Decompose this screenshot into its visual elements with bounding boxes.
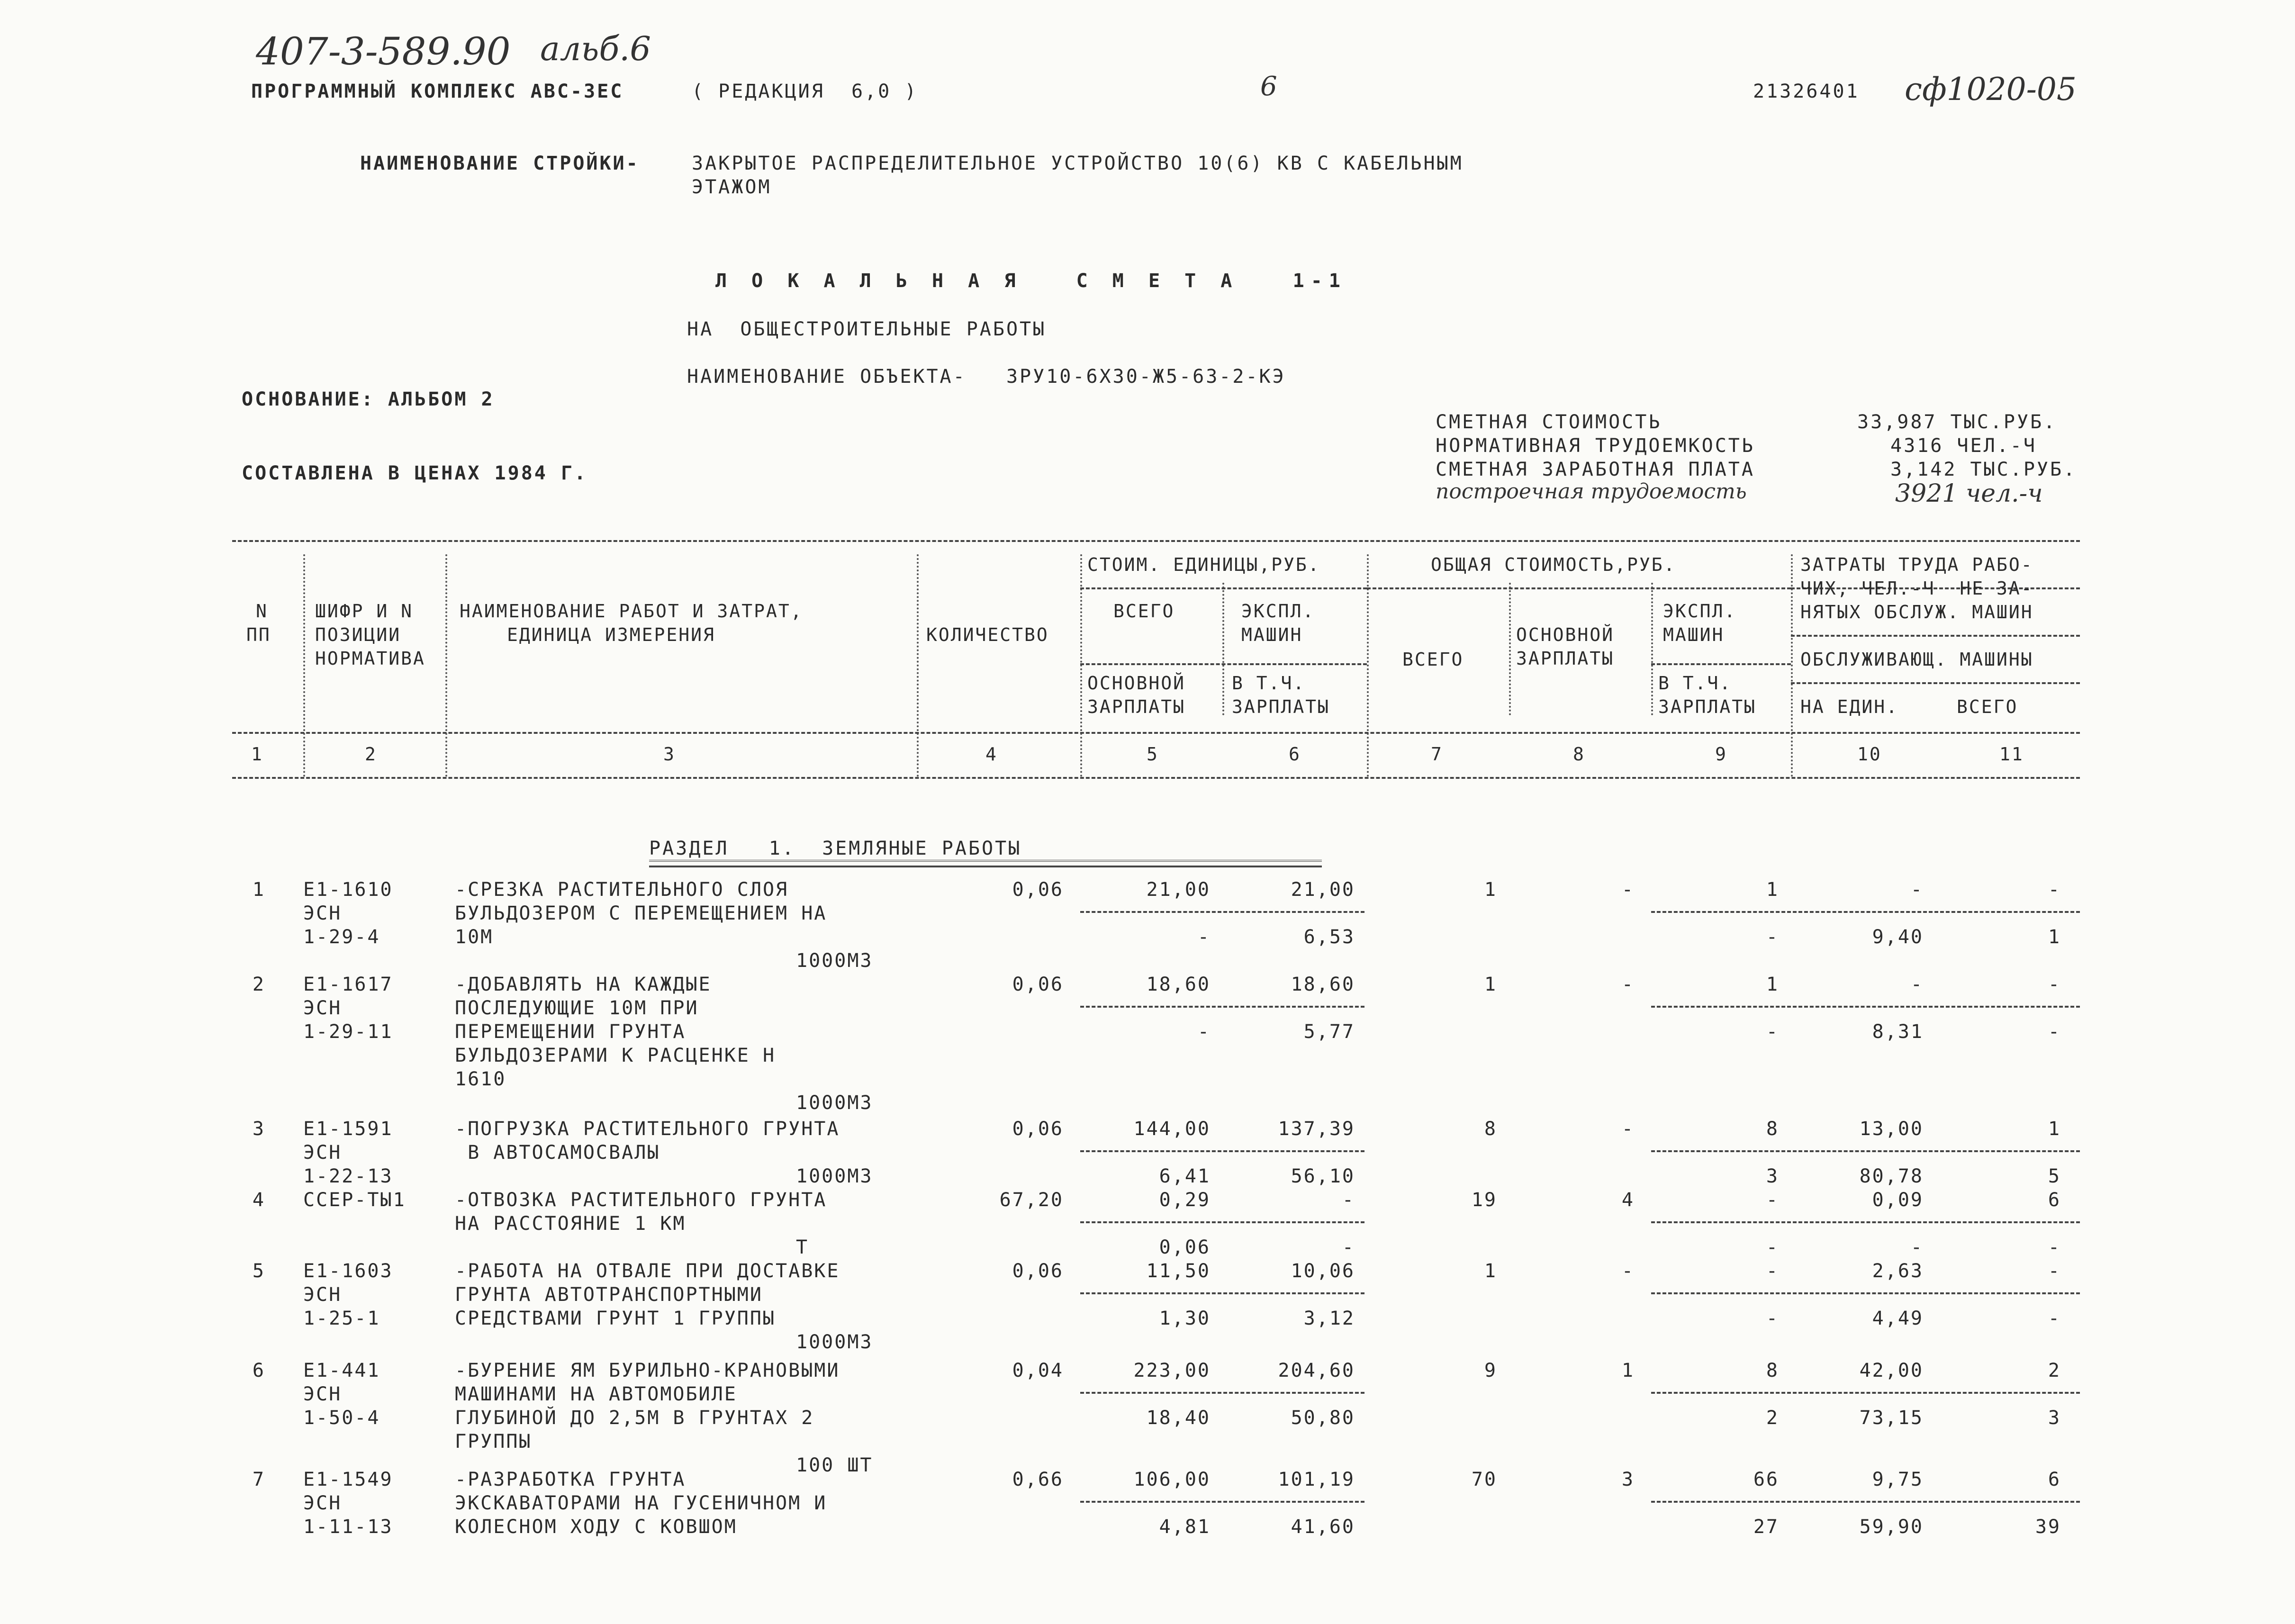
col-labor-serv: ОБСЛУЖИВАЮЩ. МАШИНЫ	[1800, 649, 2033, 670]
col-labor-unit: НА ЕДИН.	[1800, 696, 1899, 717]
col-total-wage: ЗАРПЛАТЫ	[1516, 648, 1615, 669]
summary-value: 33,987 ТЫС.РУБ.	[1857, 411, 2057, 433]
header-inner-rule	[1080, 587, 1367, 589]
subtotal-rule	[1651, 1221, 2080, 1223]
row-qty: 0,04	[1012, 1360, 1064, 1381]
col-labor: ЧИХ, ЧЕЛ.-Ч НЕ ЗА-	[1800, 578, 2033, 599]
handwritten-doc-id: 407-3-589.90	[256, 29, 511, 73]
row-total-all: 70	[1471, 1469, 1497, 1490]
row-total-mwage: -	[1766, 1308, 1779, 1329]
col-number: 6	[1289, 744, 1301, 765]
row-total-wage: 3	[1621, 1469, 1635, 1490]
row-code: ЭСН	[303, 1383, 342, 1405]
row-total-all: 1	[1484, 1260, 1497, 1282]
handwritten-labor-value: 3921 чел.-ч	[1895, 479, 2043, 508]
row-serv-total: 1	[2048, 926, 2061, 948]
col-labor: НЯТЫХ ОБСЛУЖ. МАШИН	[1800, 602, 2033, 623]
row-name: -РАБОТА НА ОТВАЛЕ ПРИ ДОСТАВКЕ	[455, 1260, 840, 1282]
row-code: Е1-441	[303, 1360, 380, 1381]
row-unit-mwage: 6,53	[1303, 926, 1355, 948]
col-divider	[917, 554, 919, 777]
row-total-mach: 66	[1753, 1469, 1779, 1490]
col-divider	[1509, 583, 1511, 715]
row-code: 1-29-11	[303, 1021, 393, 1043]
row-total-wage: -	[1621, 1260, 1635, 1282]
col-number: 2	[365, 744, 377, 765]
row-number: 1	[252, 879, 265, 901]
row-code: 1-29-4	[303, 926, 380, 948]
row-number: 7	[252, 1469, 265, 1490]
row-labor-total: 6	[2048, 1189, 2061, 1211]
handwritten-labor-label: построечная трудоемость	[1436, 479, 1747, 504]
subtotal-rule	[1080, 1150, 1364, 1152]
col-code: ШИФР И N	[315, 601, 414, 622]
col-total-mwage: ЗАРПЛАТЫ	[1658, 696, 1757, 717]
row-unit-total: 18,60	[1146, 974, 1211, 995]
col-labor: ЗАТРАТЫ ТРУДА РАБО-	[1800, 554, 2033, 575]
row-total-wage: -	[1621, 879, 1635, 901]
col-number: 4	[985, 744, 998, 765]
col-number: 9	[1715, 744, 1727, 765]
row-qty: 67,20	[999, 1189, 1064, 1211]
row-unit: 1000М3	[796, 1331, 873, 1353]
row-unit: Т	[796, 1236, 809, 1258]
row-name: ПЕРЕМЕЩЕНИИ ГРУНТА	[455, 1021, 686, 1043]
row-labor-unit: -	[1910, 879, 1924, 901]
row-unit-wage: -	[1197, 926, 1211, 948]
row-code: ЭСН	[303, 1492, 342, 1514]
row-name: 10М	[455, 926, 494, 948]
row-number: 2	[252, 974, 265, 995]
row-serv-total: 39	[2035, 1516, 2061, 1538]
subtotal-rule	[1080, 1392, 1364, 1394]
estimate-title: Л О К А Л Ь Н А Я С М Е Т А 1-1	[715, 270, 1347, 292]
row-name: -СРЕЗКА РАСТИТЕЛЬНОГО СЛОЯ	[455, 879, 789, 901]
row-total-all: 1	[1484, 974, 1497, 995]
project-name-line2: ЭТАЖОМ	[692, 176, 772, 198]
row-total-wage: -	[1621, 974, 1635, 995]
row-total-mwage: 3	[1766, 1165, 1779, 1187]
col-number: 3	[663, 744, 676, 765]
row-total-all: 19	[1471, 1189, 1497, 1211]
header-bottom-rule	[232, 732, 2080, 734]
header-inner-rule	[1080, 663, 1367, 665]
row-serv-total: -	[2048, 1308, 2061, 1329]
row-name: ГРУНТА АВТОТРАНСПОРТНЫМИ	[455, 1284, 763, 1306]
basis: ОСНОВАНИЕ: АЛЬБОМ 2	[242, 388, 495, 410]
row-labor-total: -	[2048, 974, 2061, 995]
row-name: -РАЗРАБОТКА ГРУНТА	[455, 1469, 686, 1490]
row-serv-total: 3	[2048, 1407, 2061, 1429]
row-code: Е1-1549	[303, 1469, 393, 1490]
row-serv-unit: 4,49	[1872, 1308, 1924, 1329]
row-labor-unit: 42,00	[1859, 1360, 1924, 1381]
row-code: ЭСН	[303, 997, 342, 1019]
row-serv-unit: 80,78	[1859, 1165, 1924, 1187]
row-name: В АВТОСАМОСВАЛЫ	[455, 1142, 660, 1164]
row-number: 4	[252, 1189, 265, 1211]
col-number: 1	[251, 744, 263, 765]
col-number: 10	[1857, 744, 1882, 765]
row-unit-mwage: -	[1342, 1236, 1355, 1258]
row-unit-wage: 18,40	[1146, 1407, 1211, 1429]
row-code: Е1-1591	[303, 1118, 393, 1140]
col-divider	[445, 554, 447, 777]
section-title: РАЗДЕЛ 1. ЗЕМЛЯНЫЕ РАБОТЫ	[649, 838, 1022, 859]
col-total-mwage: В Т.Ч.	[1658, 673, 1732, 694]
row-serv-unit: 9,40	[1872, 926, 1924, 948]
estimate-subtitle: НА ОБЩЕСТРОИТЕЛЬНЫЕ РАБОТЫ	[687, 318, 1047, 340]
subtotal-rule	[1651, 911, 2080, 913]
row-code: Е1-1603	[303, 1260, 393, 1282]
col-total-cost: ОБЩАЯ СТОИМОСТЬ,РУБ.	[1431, 554, 1676, 575]
col-number: 8	[1573, 744, 1585, 765]
header-inner-rule	[1791, 635, 2080, 637]
row-total-all: 9	[1484, 1360, 1497, 1381]
col-code: ПОЗИЦИИ	[315, 624, 401, 645]
row-name: -ПОГРУЗКА РАСТИТЕЛЬНОГО ГРУНТА	[455, 1118, 840, 1140]
row-unit-mach: 10,06	[1291, 1260, 1355, 1282]
row-total-wage: -	[1621, 1118, 1635, 1140]
row-name: НА РАССТОЯНИЕ 1 КМ	[455, 1213, 686, 1235]
row-unit-wage: -	[1197, 1021, 1211, 1043]
row-labor-total: -	[2048, 1260, 2061, 1282]
row-unit-wage: 4,81	[1159, 1516, 1211, 1538]
col-total-mach: МАШИН	[1663, 624, 1725, 645]
row-unit-mach: 137,39	[1278, 1118, 1355, 1140]
subtotal-rule	[1651, 1501, 2080, 1503]
col-code: НОРМАТИВА	[315, 648, 425, 669]
row-total-mach: -	[1766, 1189, 1779, 1211]
row-qty: 0,06	[1012, 879, 1064, 901]
row-unit-total: 223,00	[1133, 1360, 1211, 1381]
row-unit-mach: 204,60	[1278, 1360, 1355, 1381]
row-unit-wage: 0,06	[1159, 1236, 1211, 1258]
subtotal-rule	[1651, 1392, 2080, 1394]
summary-label: СМЕТНАЯ СТОИМОСТЬ	[1436, 411, 1662, 433]
row-qty: 0,66	[1012, 1469, 1064, 1490]
row-labor-total: 1	[2048, 1118, 2061, 1140]
col-unit-mwage: ЗАРПЛАТЫ	[1232, 696, 1330, 717]
program-edition: ( РЕДАКЦИЯ 6,0 )	[692, 81, 918, 102]
header-inner-rule	[1651, 663, 1791, 665]
row-serv-total: -	[2048, 1236, 2061, 1258]
row-labor-unit: -	[1910, 974, 1924, 995]
subtotal-rule	[1080, 911, 1364, 913]
row-unit: 100 ШТ	[796, 1454, 873, 1476]
row-qty: 0,06	[1012, 1118, 1064, 1140]
row-total-mwage: 2	[1766, 1407, 1779, 1429]
row-total-mwage: 27	[1753, 1516, 1779, 1538]
row-unit-total: 106,00	[1133, 1469, 1211, 1490]
row-total-mach: 1	[1766, 879, 1779, 901]
row-code: ЭСН	[303, 902, 342, 924]
row-serv-unit: -	[1910, 1236, 1924, 1258]
row-total-mach: 1	[1766, 974, 1779, 995]
row-total-mwage: -	[1766, 926, 1779, 948]
subtotal-rule	[1651, 1150, 2080, 1152]
row-code: 1-22-13	[303, 1165, 393, 1187]
row-name: МАШИНАМИ НА АВТОМОБИЛЕ	[455, 1383, 737, 1405]
row-name: -ОТВОЗКА РАСТИТЕЛЬНОГО ГРУНТА	[455, 1189, 827, 1211]
row-code: Е1-1617	[303, 974, 393, 995]
header-inner-rule	[1791, 682, 2080, 684]
row-total-mwage: -	[1766, 1021, 1779, 1043]
row-code: ЭСН	[303, 1284, 342, 1306]
col-unit-wage: ЗАРПЛАТЫ	[1087, 696, 1186, 717]
row-name: 1610	[455, 1068, 506, 1090]
subtotal-rule	[1651, 1006, 2080, 1008]
row-unit-mwage: 5,77	[1303, 1021, 1355, 1043]
row-unit-total: 0,29	[1159, 1189, 1211, 1211]
col-number: 11	[1999, 744, 2024, 765]
header-top-rule	[232, 540, 2080, 542]
col-total-mach: ЭКСПЛ.	[1663, 601, 1737, 622]
row-name: ГЛУБИНОЙ ДО 2,5М В ГРУНТАХ 2	[455, 1407, 814, 1429]
row-code: 1-25-1	[303, 1308, 380, 1329]
row-labor-unit: 2,63	[1872, 1260, 1924, 1282]
row-total-mwage: -	[1766, 1236, 1779, 1258]
row-name: СРЕДСТВАМИ ГРУНТ 1 ГРУППЫ	[455, 1308, 776, 1329]
row-unit-mach: 18,60	[1291, 974, 1355, 995]
row-number: 5	[252, 1260, 265, 1282]
row-unit-mach: 21,00	[1291, 879, 1355, 901]
row-total-all: 1	[1484, 879, 1497, 901]
row-unit-wage: 1,30	[1159, 1308, 1211, 1329]
col-divider	[1222, 583, 1224, 715]
object-name: НАИМЕНОВАНИЕ ОБЪЕКТА- ЗРУ10-6Х30-Ж5-63-2-КЭ	[687, 366, 1286, 388]
project-label: НАИМЕНОВАНИЕ СТРОЙКИ-	[360, 153, 640, 174]
row-code: ЭСН	[303, 1142, 342, 1164]
row-unit-mwage: 56,10	[1291, 1165, 1355, 1187]
row-labor-unit: 0,09	[1872, 1189, 1924, 1211]
row-labor-total: -	[2048, 879, 2061, 901]
col-n: ПП	[246, 624, 271, 645]
row-serv-unit: 73,15	[1859, 1407, 1924, 1429]
row-unit: 1000М3	[796, 950, 873, 972]
row-name: ЭКСКАВАТОРАМИ НА ГУСЕНИЧНОМ И	[455, 1492, 827, 1514]
col-number: 5	[1147, 744, 1159, 765]
summary-label: СМЕТНАЯ ЗАРАБОТНАЯ ПЛАТА	[1436, 459, 1755, 480]
row-unit: 1000М3	[796, 1092, 873, 1114]
col-name: ЕДИНИЦА ИЗМЕРЕНИЯ	[507, 624, 715, 645]
summary-value: 3,142 ТЫС.РУБ.	[1890, 459, 2077, 480]
col-unit-mach: ЭКСПЛ.	[1241, 601, 1315, 622]
col-name: НАИМЕНОВАНИЕ РАБОТ И ЗАТРАТ,	[460, 601, 803, 622]
subtotal-rule	[1651, 1292, 2080, 1294]
row-qty: 0,06	[1012, 974, 1064, 995]
row-name: БУЛЬДОЗЕРАМИ К РАСЦЕНКЕ Н	[455, 1045, 776, 1066]
row-code: 1-11-13	[303, 1516, 393, 1538]
row-unit-mach: 101,19	[1278, 1469, 1355, 1490]
prices-year: СОСТАВЛЕНА В ЦЕНАХ 1984 Г.	[242, 462, 588, 484]
row-code: Е1-1610	[303, 879, 393, 901]
row-name: -ДОБАВЛЯТЬ НА КАЖДЫЕ	[455, 974, 712, 995]
row-unit-wage: 6,41	[1159, 1165, 1211, 1187]
col-unit-mwage: В Т.Ч.	[1232, 673, 1306, 694]
row-unit-total: 144,00	[1133, 1118, 1211, 1140]
row-total-wage: 1	[1621, 1360, 1635, 1381]
row-total-mach: -	[1766, 1260, 1779, 1282]
row-unit-mwage: 41,60	[1291, 1516, 1355, 1538]
handwritten-album: альб.6	[540, 29, 651, 68]
row-unit-total: 21,00	[1146, 879, 1211, 901]
subtotal-rule	[1080, 1006, 1364, 1008]
row-unit-mach: -	[1342, 1189, 1355, 1211]
row-name: КОЛЕСНОМ ХОДУ С КОВШОМ	[455, 1516, 737, 1538]
col-divider	[303, 554, 305, 777]
subtotal-rule	[1080, 1501, 1364, 1503]
subtotal-rule	[1080, 1221, 1364, 1223]
row-labor-unit: 9,75	[1872, 1469, 1924, 1490]
row-unit-total: 11,50	[1146, 1260, 1211, 1282]
row-unit: 1000М3	[796, 1165, 873, 1187]
row-serv-total: -	[2048, 1021, 2061, 1043]
row-code: 1-50-4	[303, 1407, 380, 1429]
row-number: 6	[252, 1360, 265, 1381]
row-labor-total: 2	[2048, 1360, 2061, 1381]
col-unit-mach: МАШИН	[1241, 624, 1303, 645]
row-unit-mwage: 3,12	[1303, 1308, 1355, 1329]
summary-value: 4316 ЧЕЛ.-Ч	[1890, 435, 2037, 457]
row-name: БУЛЬДОЗЕРОМ С ПЕРЕМЕЩЕНИЕМ НА	[455, 902, 827, 924]
numbers-bottom-rule	[232, 777, 2080, 779]
row-qty: 0,06	[1012, 1260, 1064, 1282]
subtotal-rule	[1080, 1292, 1364, 1294]
row-name: ПОСЛЕДУЮЩИЕ 10М ПРИ	[455, 997, 699, 1019]
col-unit-total: ВСЕГО	[1113, 601, 1175, 622]
row-total-wage: 4	[1621, 1189, 1635, 1211]
row-name: ГРУППЫ	[455, 1431, 532, 1453]
col-unit-cost: СТОИМ. ЕДИНИЦЫ,РУБ.	[1087, 554, 1320, 575]
row-serv-total: 5	[2048, 1165, 2061, 1187]
row-labor-unit: 13,00	[1859, 1118, 1924, 1140]
row-total-mach: 8	[1766, 1360, 1779, 1381]
summary-label: НОРМАТИВНАЯ ТРУДОЕМКОСТЬ	[1436, 435, 1755, 457]
project-name-line1: ЗАКРЫТОЕ РАСПРЕДЕЛИТЕЛЬНОЕ УСТРОЙСТВО 10(6) КВ С КАБЕЛЬНЫМ	[692, 153, 1464, 174]
col-total-all: ВСЕГО	[1402, 649, 1464, 670]
section-underline	[649, 860, 1322, 867]
document-number: 21326401	[1753, 81, 1860, 102]
row-labor-total: 6	[2048, 1469, 2061, 1490]
col-unit-wage: ОСНОВНОЙ	[1087, 673, 1186, 694]
row-code: ССЕР-ТЫ1	[303, 1189, 406, 1211]
col-number: 7	[1431, 744, 1443, 765]
col-labor-total: ВСЕГО	[1957, 696, 2018, 717]
col-n: N	[256, 601, 268, 622]
row-number: 3	[252, 1118, 265, 1140]
row-name: -БУРЕНИЕ ЯМ БУРИЛЬНО-КРАНОВЫМИ	[455, 1360, 840, 1381]
header-inner-rule	[1367, 587, 1791, 589]
row-total-all: 8	[1484, 1118, 1497, 1140]
row-serv-unit: 8,31	[1872, 1021, 1924, 1043]
program-name: ПРОГРАММНЫЙ КОМПЛЕКС АВС-3ЕС	[251, 81, 624, 102]
col-divider	[1651, 583, 1653, 715]
row-serv-unit: 59,90	[1859, 1516, 1924, 1538]
row-unit-mwage: 50,80	[1291, 1407, 1355, 1429]
page-number: 6	[1260, 71, 1277, 102]
col-qty: КОЛИЧЕСТВО	[926, 624, 1049, 645]
handwritten-code: сф1020-05	[1905, 71, 2077, 108]
col-total-wage: ОСНОВНОЙ	[1516, 624, 1615, 645]
row-total-mach: 8	[1766, 1118, 1779, 1140]
